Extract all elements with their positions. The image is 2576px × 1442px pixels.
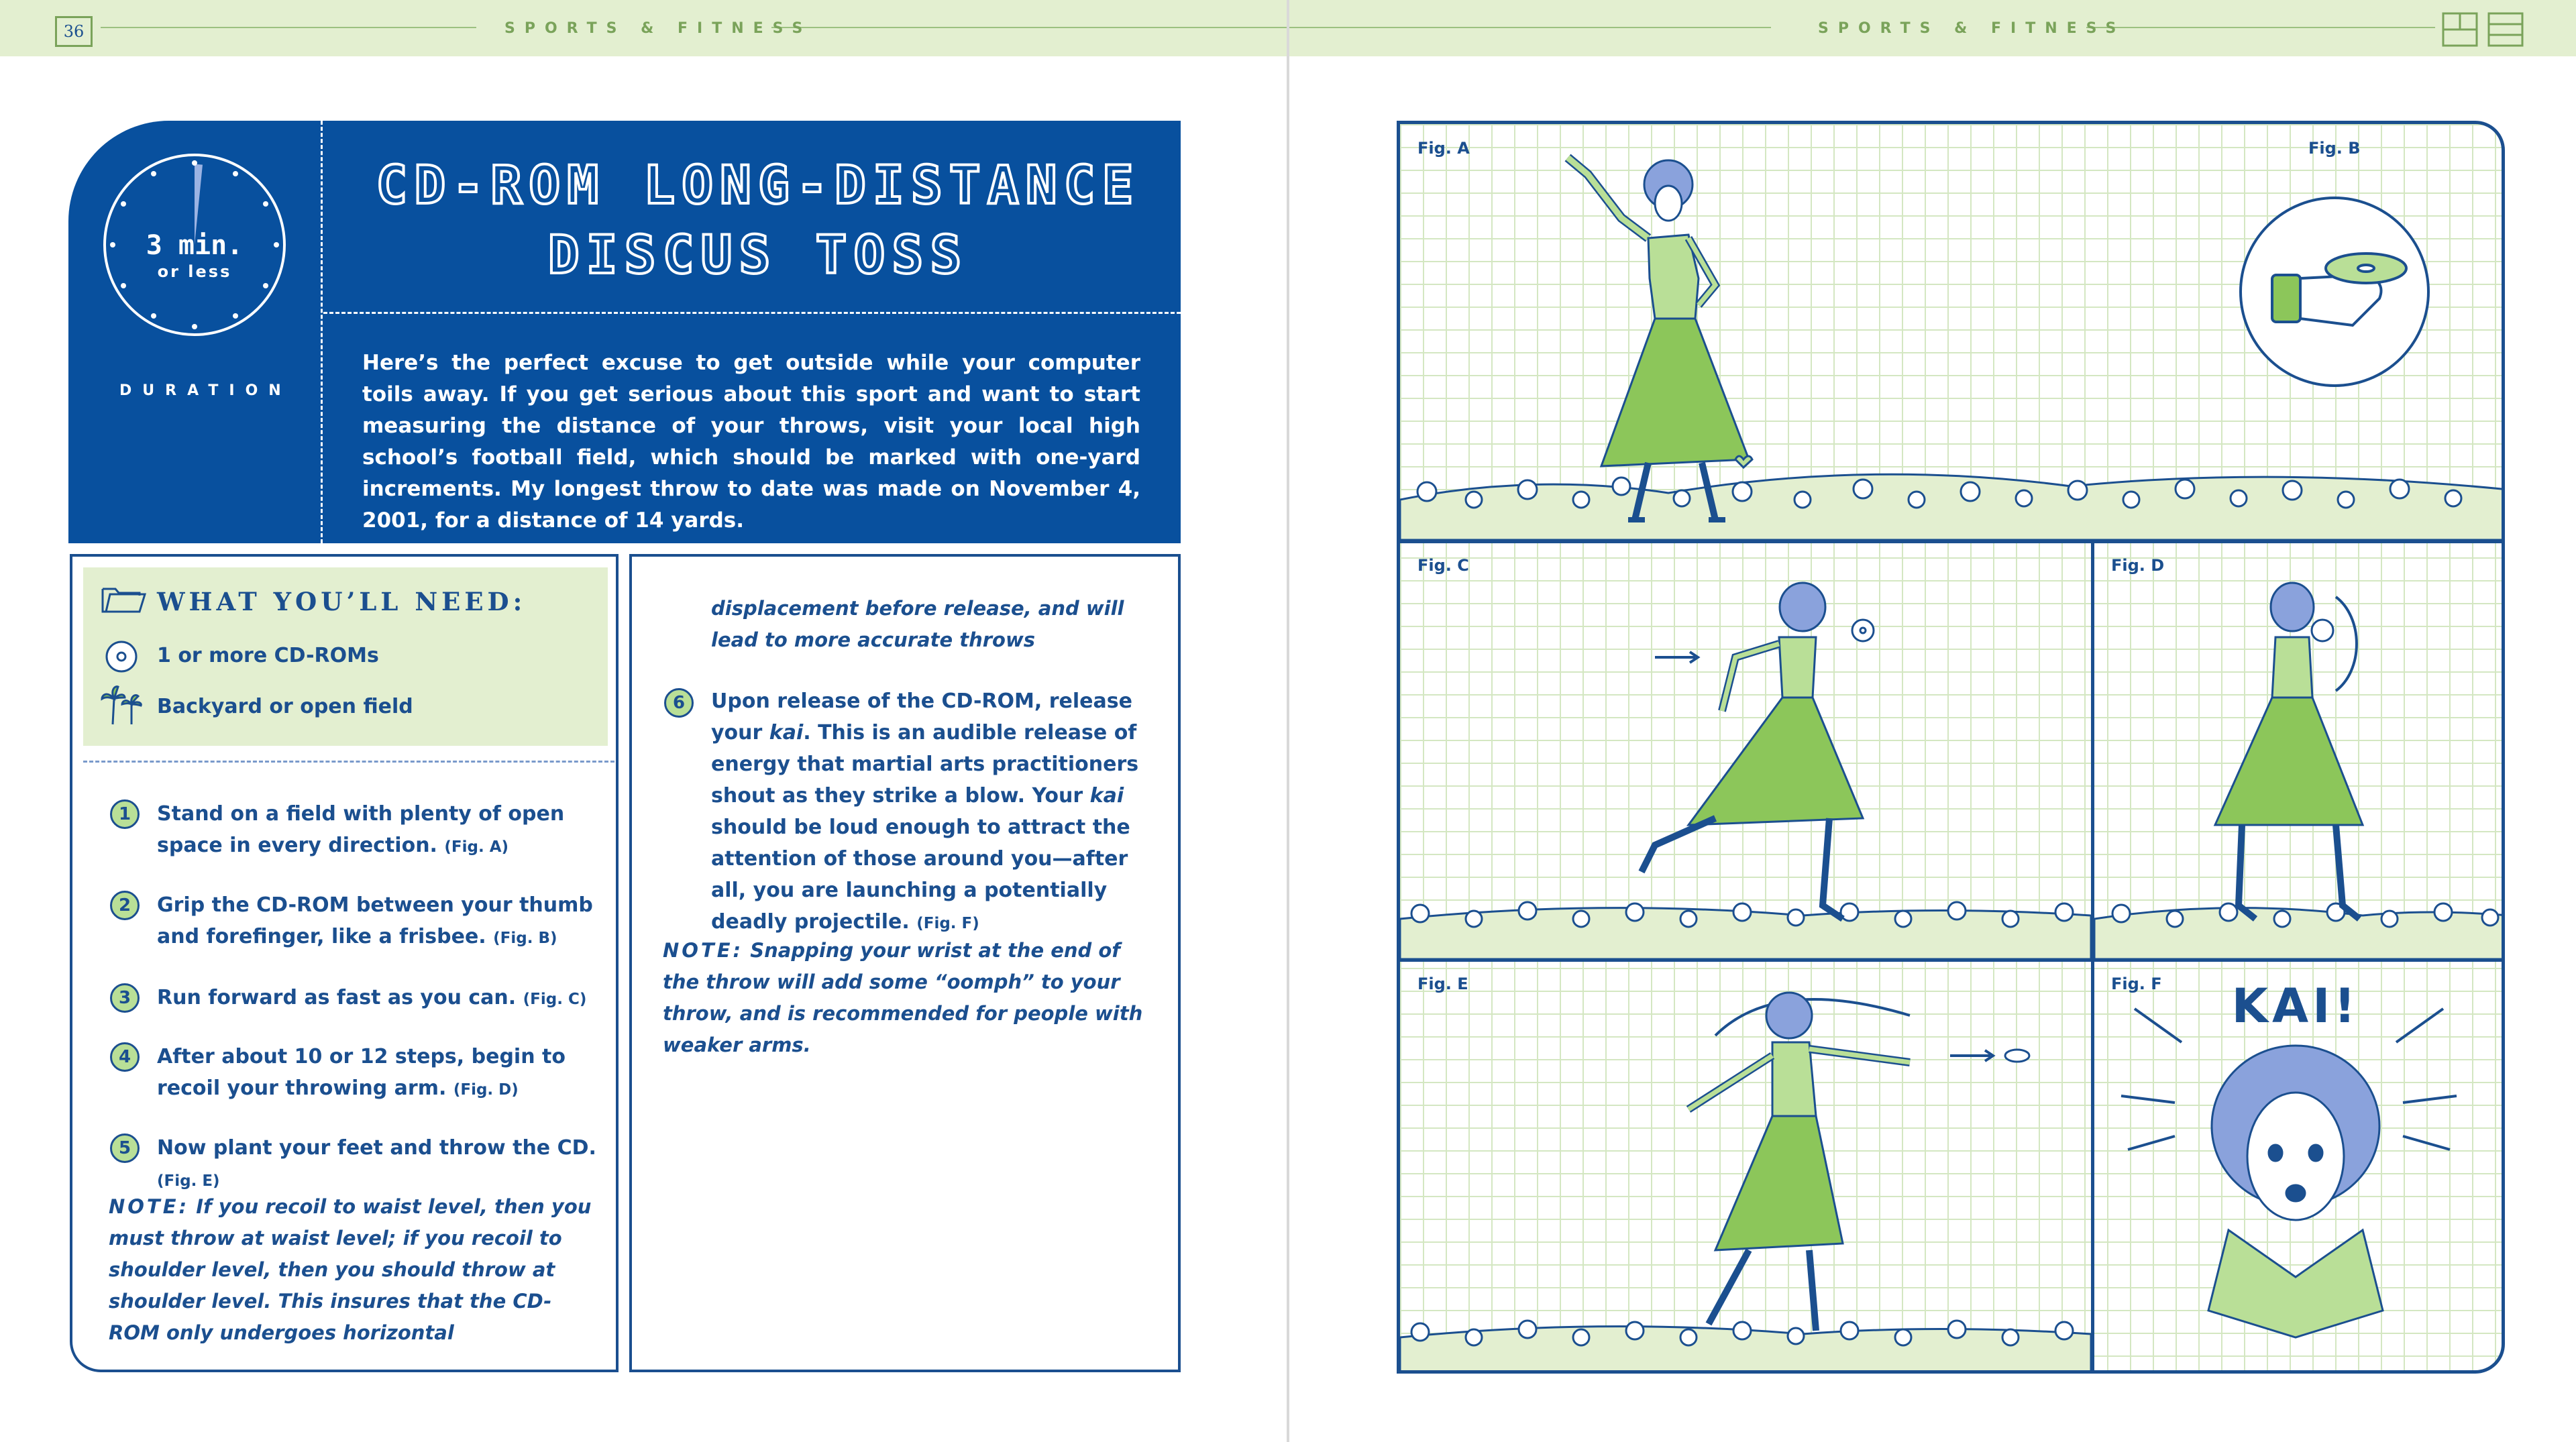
step-5 xyxy=(157,1132,613,1197)
banner-divider-vertical xyxy=(321,121,323,543)
kai-shout-text: KAI! xyxy=(2231,979,2360,1034)
fig-a-label: Fig. A xyxy=(1417,139,1470,158)
note-recoil xyxy=(109,1191,598,1349)
step-number-5: 5 xyxy=(110,1133,140,1163)
step-6-kai-2: kai xyxy=(1089,784,1124,808)
step-number-3: 3 xyxy=(110,983,140,1013)
step-5-fig-ref: (Fig. E) xyxy=(157,1172,220,1190)
title-line-1: CD-ROM LONG-DISTANCE xyxy=(376,156,1140,216)
need-item-cd: 1 or more CD-ROMs xyxy=(157,644,379,667)
note-wrist-text: Snapping your wrist at the end of the throw will add some “oomph” to your throw, and is recommended for people with weaker arms. xyxy=(663,939,1143,1056)
fig-e-label: Fig. E xyxy=(1417,975,1468,993)
step-number-2: 2 xyxy=(110,891,140,920)
fig-f-label: Fig. F xyxy=(2111,975,2162,993)
folder-icon xyxy=(101,584,148,614)
fig-a-illustration xyxy=(1400,124,2505,540)
page-title xyxy=(362,151,1154,290)
fig-b-label: Fig. B xyxy=(2308,139,2361,158)
note-recoil-text: If you recoil to waist level, then you must throw at waist level; if you recoil to shoulder level, then you should throw at shoulder level. This insures that the CD-ROM only undergoes horizontal xyxy=(109,1195,592,1344)
step-6-kai-1: kai xyxy=(769,721,804,744)
note-recoil-label: NOTE: xyxy=(109,1195,190,1218)
step-6-text-a: Upon release of the CD-ROM, release your xyxy=(711,689,1132,744)
step-6 xyxy=(711,685,1154,940)
section-title-left: SPORTS & FITNESS xyxy=(504,20,812,37)
fig-c-label: Fig. C xyxy=(1417,556,1469,575)
section-grid-icon xyxy=(2442,12,2542,47)
header-rule-left xyxy=(101,27,476,28)
step-2 xyxy=(157,889,600,954)
note-wrist-label: NOTE: xyxy=(663,939,744,962)
fig-d-label: Fig. D xyxy=(2111,556,2165,575)
header-rule-right xyxy=(2086,27,2435,28)
fig-c-illustration xyxy=(1400,543,2091,959)
step-2-fig-ref: (Fig. B) xyxy=(493,930,557,947)
header-rule-middle xyxy=(771,27,1771,28)
need-item-field: Backyard or open field xyxy=(157,695,413,718)
step-1-fig-ref: (Fig. A) xyxy=(444,838,509,856)
fig-d-illustration xyxy=(2094,543,2505,959)
step-number-4: 4 xyxy=(110,1042,140,1072)
banner-divider-horizontal xyxy=(323,312,1181,314)
figures-panel xyxy=(1397,121,2505,1374)
palm-trees-icon xyxy=(101,684,144,726)
step-4-fig-ref: (Fig. D) xyxy=(453,1081,519,1099)
step-1-text: Stand on a field with plenty of open space in every direction. xyxy=(157,802,565,857)
step-1 xyxy=(157,798,600,863)
step-4 xyxy=(157,1041,600,1106)
what-you-need-title: WHAT YOU’LL NEED: xyxy=(157,587,527,616)
stopwatch-icon xyxy=(101,151,288,339)
intro-paragraph: Here’s the perfect excuse to get outside while your computer toils away. If you get serious about this sport and want to start measuring the distance of your throws, visit your local high school’s football field, which should be marked with one-yard increments. My longest throw to date was made on November 4, 2001, for a distance of 14 yards. xyxy=(362,351,1140,533)
book-spine xyxy=(1287,0,1289,1442)
fig-f-illustration xyxy=(2094,962,2505,1374)
step-number-6: 6 xyxy=(664,688,694,718)
title-line-2: DISCUS TOSS xyxy=(547,225,969,286)
step-3-fig-ref: (Fig. C) xyxy=(523,991,587,1008)
section-title-right: SPORTS & FITNESS xyxy=(1818,20,2126,37)
step-3 xyxy=(157,982,600,1015)
cd-icon xyxy=(105,640,138,673)
step-2-text: Grip the CD-ROM between your thumb and forefinger, like a frisbee. xyxy=(157,893,593,948)
step-3-text: Run forward as fast as you can. xyxy=(157,986,517,1009)
note-recoil-continued: displacement before release, and will lead to more accurate throws xyxy=(711,597,1124,651)
duration-label: DURATION xyxy=(119,382,292,399)
needs-divider xyxy=(83,761,614,763)
step-6-text-c: should be loud enough to attract the attention of those around you—after all, you are launching a potentially deadly projectile. xyxy=(711,816,1130,934)
note-wrist xyxy=(663,935,1146,1061)
fig-e-illustration xyxy=(1400,962,2091,1374)
step-6-text-b: . This is an audible release of energy that martial arts practitioners shout as they strike a blow. Your xyxy=(711,721,1139,808)
step-number-1: 1 xyxy=(110,799,140,829)
duration-value: 3 min. xyxy=(146,230,244,261)
step-6-fig-ref: (Fig. F) xyxy=(916,915,979,932)
page-number: 36 xyxy=(55,16,93,47)
duration-qualifier: or less xyxy=(157,262,232,281)
step-5-text: Now plant your feet and throw the CD. xyxy=(157,1136,596,1160)
step-4-text: After about 10 or 12 steps, begin to recoil your throwing arm. xyxy=(157,1045,566,1100)
